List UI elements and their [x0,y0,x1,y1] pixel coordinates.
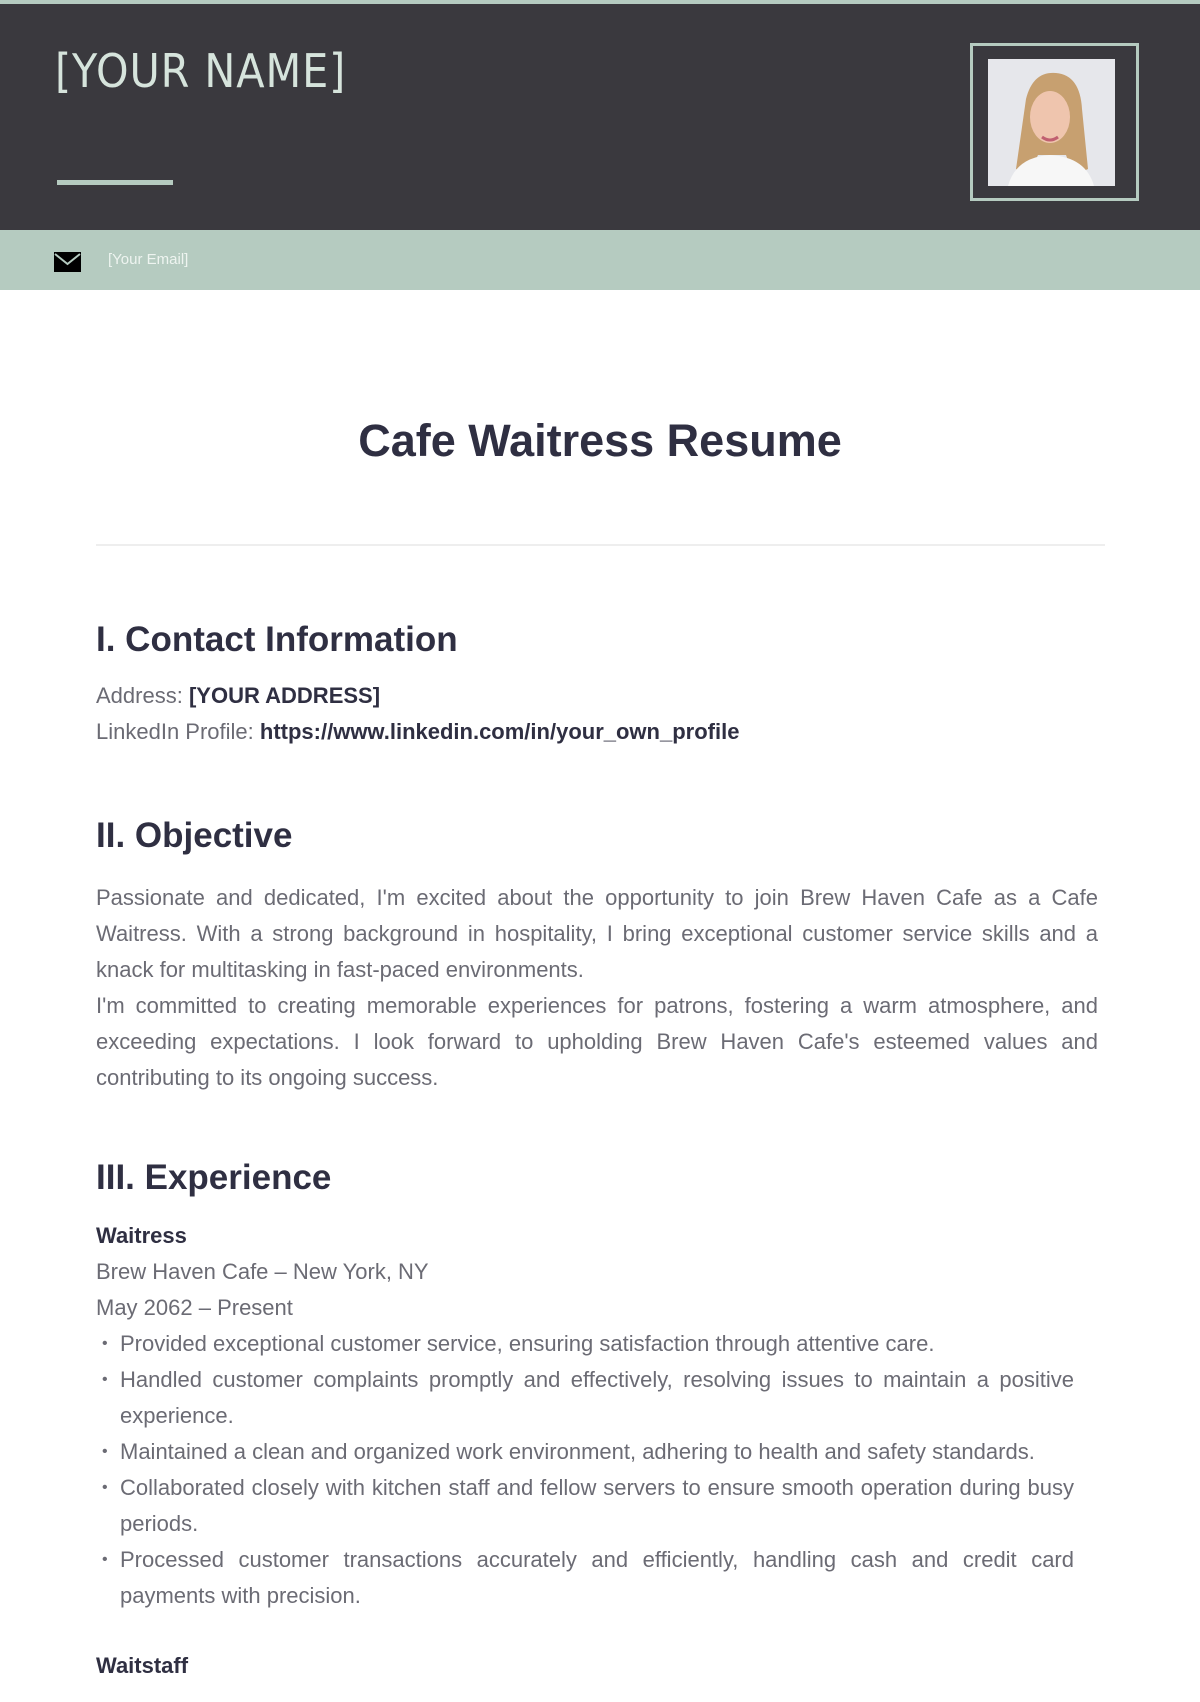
profile-photo-frame [970,43,1139,201]
list-item: • Maintained a clean and organized work environment, adhering to health and safety standards. [96,1434,1074,1470]
profile-photo [988,59,1115,186]
job-title: Waitstaff [96,1653,189,1678]
list-item: • Provided exceptional customer service, ensuring satisfaction through attentive care. [96,1326,1074,1362]
job-title: Waitress [96,1223,187,1248]
list-item: • Handled customer complaints promptly and effectively, resolving issues to maintain a positive experience. [96,1362,1074,1434]
envelope-icon [54,252,81,272]
address-value: [YOUR ADDRESS] [188,683,381,708]
objective-paragraph: I'm committed to creating memorable experiences for patrons, fostering a warm atmosphere, and exceeding expectations. I look forward to upholding Brew Haven Cafe's esteemed values and contributing to its ongoing success. [96,993,1098,1090]
document-title: Cafe Waitress Resume [358,415,842,466]
experience-heading: III. Experience [96,1158,332,1197]
name-underline [57,180,173,185]
objective-paragraph: Passionate and dedicated, I'm excited about the opportunity to join Brew Haven Cafe as a Cafe Waitress. With a strong background in hospitality, I bring exceptional customer service skills and a knack for multitasking in fast-paced environments. [96,885,1098,982]
contact-section [96,618,1098,750]
linkedin-value: https://www.linkedin.com/in/your_own_profile [259,719,740,744]
resume-header [0,4,1200,230]
job-dates: May 2062 – Present [96,1295,293,1320]
address-line [96,678,1098,714]
divider [96,544,1105,546]
address-label: Address: [96,683,183,708]
list-item: • Collaborated closely with kitchen staff and fellow servers to ensure smooth operation during busy periods. [96,1470,1074,1542]
job-bullets [96,1326,1074,1614]
list-item: • Processed customer transactions accurately and efficiently, handling cash and credit card payments with precision. [96,1542,1074,1614]
objective-section [96,814,1098,1096]
linkedin-label: LinkedIn Profile: [96,719,254,744]
contact-band [0,230,1200,290]
objective-heading: II. Objective [96,816,293,855]
email-placeholder: [Your Email] [108,251,189,268]
job-company: Brew Haven Cafe – New York, NY [96,1259,429,1284]
linkedin-line [96,714,1098,750]
name-placeholder: [YOUR NAME] [55,44,347,98]
contact-heading: I. Contact Information [96,620,458,659]
experience-section [96,1156,1098,1684]
